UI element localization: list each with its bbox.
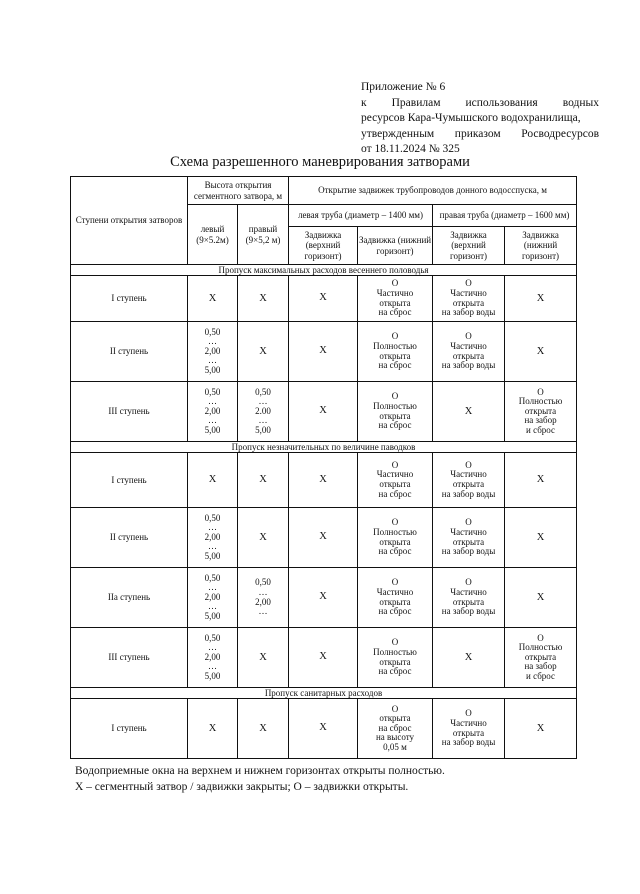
left-gate-cell: Х <box>188 453 238 508</box>
right-gate-cell: Х <box>238 322 289 382</box>
header-left-gate: левый (9×5.2м) <box>188 205 238 265</box>
header-stages: Ступени открытия затворов <box>71 177 188 265</box>
left-gate-cell: 0,50 … 2,00 … 5,00 <box>188 628 238 688</box>
right-lower-valve-cell: Х <box>505 276 577 322</box>
annex-order-date: от 18.11.2024 № 325 <box>361 143 460 155</box>
right-lower-valve-cell: Х <box>505 322 577 382</box>
table-row <box>71 453 577 508</box>
annex-word: утвержденным <box>361 127 435 140</box>
left-lower-valve-cell: О Частично открыта на сброс <box>358 568 433 628</box>
left-gate-cell: Х <box>188 276 238 322</box>
stage-cell: II ступень <box>71 322 188 382</box>
right-gate-cell: Х <box>238 453 289 508</box>
left-upper-valve-cell: Х <box>289 382 358 442</box>
left-upper-valve-cell: Х <box>289 508 358 568</box>
left-upper-valve-cell: Х <box>289 453 358 508</box>
left-lower-valve-cell: О открыта на сброс на высоту 0,05 м <box>358 699 433 759</box>
left-lower-valve-cell: О Полностью открыта на сброс <box>358 508 433 568</box>
table-row <box>71 508 577 568</box>
table-row <box>71 628 577 688</box>
right-upper-valve-cell: О Частично открыта на забор воды <box>433 276 505 322</box>
stage-cell: I ступень <box>71 276 188 322</box>
table-row <box>71 699 577 759</box>
header-right-pipe: правая труба (диаметр – 1600 мм) <box>433 205 577 227</box>
left-gate-cell: 0,50 … 2,00 … 5,00 <box>188 382 238 442</box>
stage-cell: III ступень <box>71 382 188 442</box>
header-right-valve-upper: Задвижка (верхний горизонт) <box>433 227 505 265</box>
annex-word: Росводресурсов <box>521 127 599 140</box>
right-gate-cell: Х <box>238 508 289 568</box>
annex-word: использования <box>465 96 538 109</box>
document-title: Схема разрешенного маневрирования затворами <box>170 154 470 170</box>
right-gate-cell: Х <box>238 699 289 759</box>
left-lower-valve-cell: О Полностью открыта на сброс <box>358 382 433 442</box>
right-gate-cell: 0,50 … 2.00 … 5,00 <box>238 382 289 442</box>
section-sanitary-flow: Пропуск санитарных расходов <box>71 688 577 699</box>
right-lower-valve-cell: Х <box>505 508 577 568</box>
annex-rules-line <box>361 96 599 112</box>
left-lower-valve-cell: О Полностью открыта на сброс <box>358 322 433 382</box>
right-lower-valve-cell: О Полностью открыта на забор и сброс <box>505 382 577 442</box>
right-gate-cell: 0,50 … 2,00 … <box>238 568 289 628</box>
legend-notes <box>75 764 445 795</box>
annex-word: к <box>361 96 367 109</box>
table-row <box>71 568 577 628</box>
annex-word: водных <box>562 96 599 109</box>
stage-cell: III ступень <box>71 628 188 688</box>
left-upper-valve-cell: Х <box>289 276 358 322</box>
header-left-pipe: левая труба (диаметр – 1400 мм) <box>289 205 433 227</box>
left-upper-valve-cell: Х <box>289 322 358 382</box>
right-lower-valve-cell: Х <box>505 699 577 759</box>
table-row <box>71 382 577 442</box>
left-upper-valve-cell: Х <box>289 628 358 688</box>
left-gate-cell: 0,50 … 2,00 … 5,00 <box>188 568 238 628</box>
stage-cell: IIа ступень <box>71 568 188 628</box>
right-upper-valve-cell: О Частично открыта на забор воды <box>433 453 505 508</box>
annex-number: Приложение № 6 <box>361 81 446 93</box>
stage-cell: I ступень <box>71 453 188 508</box>
left-lower-valve-cell: О Частично открыта на сброс <box>358 453 433 508</box>
right-upper-valve-cell: О Частично открыта на забор воды <box>433 568 505 628</box>
table-row <box>71 276 577 322</box>
right-upper-valve-cell: Х <box>433 382 505 442</box>
stage-cell: I ступень <box>71 699 188 759</box>
header-left-valve-lower: Задвижка (нижний горизонт) <box>358 227 433 265</box>
header-segment-height: Высота открытия сегментного затвора, м <box>188 177 289 205</box>
right-upper-valve-cell: О Частично открыта на забор воды <box>433 699 505 759</box>
right-gate-cell: Х <box>238 628 289 688</box>
left-gate-cell: Х <box>188 699 238 759</box>
left-lower-valve-cell: О Частично открыта на сброс <box>358 276 433 322</box>
left-gate-cell: 0,50 … 2,00 … 5,00 <box>188 322 238 382</box>
section-minor-floods: Пропуск незначительных по величине паводков <box>71 442 577 453</box>
right-upper-valve-cell: О Частично открыта на забор воды <box>433 508 505 568</box>
annex-header <box>361 80 599 158</box>
header-pipes-opening: Открытие задвижек трубопроводов донного водосспуска, м <box>289 177 577 205</box>
section-spring-flood: Пропуск максимальных расходов весеннего половодья <box>71 265 577 276</box>
header-right-gate: правый (9×5,2 м) <box>238 205 289 265</box>
right-lower-valve-cell: О Полностью открыта на забор и сброс <box>505 628 577 688</box>
left-lower-valve-cell: О Полностью открыта на сброс <box>358 628 433 688</box>
right-upper-valve-cell: О Частично открыта на забор воды <box>433 322 505 382</box>
annex-word: приказом <box>454 127 501 140</box>
table-row <box>71 322 577 382</box>
right-lower-valve-cell: Х <box>505 568 577 628</box>
annex-approved-line <box>361 127 599 143</box>
note-intake-windows: Водоприемные окна на верхнем и нижнем горизонтах открыты полностью. <box>75 765 445 777</box>
note-symbols: Х – сегментный затвор / задвижки закрыты; О – задвижки открыты. <box>75 780 409 793</box>
annex-word: Правилам <box>391 96 441 109</box>
maneuvering-table <box>70 176 577 759</box>
right-upper-valve-cell: Х <box>433 628 505 688</box>
right-lower-valve-cell: Х <box>505 453 577 508</box>
header-left-valve-upper: Задвижка (верхний горизонт) <box>289 227 358 265</box>
right-gate-cell: Х <box>238 276 289 322</box>
left-upper-valve-cell: Х <box>289 699 358 759</box>
annex-reservoir-line: ресурсов Кара-Чумышского водохранилища, <box>361 112 581 124</box>
header-right-valve-lower: Задвижка (нижний горизонт) <box>505 227 577 265</box>
stage-cell: II ступень <box>71 508 188 568</box>
left-upper-valve-cell: Х <box>289 568 358 628</box>
left-gate-cell: 0,50 … 2,00 … 5,00 <box>188 508 238 568</box>
